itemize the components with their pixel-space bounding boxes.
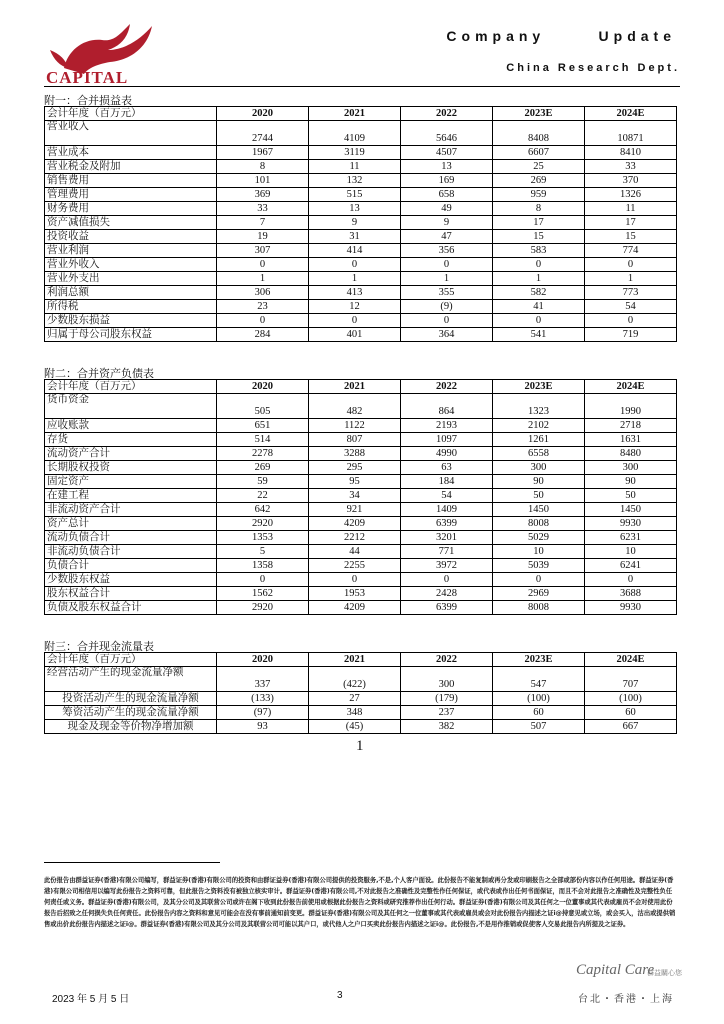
cell-value: 414 xyxy=(309,244,401,258)
cell-value: 44 xyxy=(309,545,401,559)
cell-value: 5646 xyxy=(401,121,493,146)
row-label: 投资活动产生的现金流量净额 xyxy=(45,692,217,706)
year-header: 2020 xyxy=(217,107,309,121)
table-row xyxy=(45,559,677,573)
cell-value: 6231 xyxy=(585,531,677,545)
row-label: 资产总计 xyxy=(45,517,217,531)
cell-value: 0 xyxy=(585,314,677,328)
cell-value: 60 xyxy=(585,706,677,720)
page-number: 3 xyxy=(337,990,343,1001)
cell-value: 507 xyxy=(493,720,585,734)
cell-value: 47 xyxy=(401,230,493,244)
cell-value: 773 xyxy=(585,286,677,300)
table-row xyxy=(45,503,677,517)
table-row xyxy=(45,216,677,230)
income-table xyxy=(44,106,677,342)
row-label: 资产减值损失 xyxy=(45,216,217,230)
table-row xyxy=(45,573,677,587)
cell-value: 771 xyxy=(401,545,493,559)
cell-value: 8410 xyxy=(585,146,677,160)
row-label: 固定资产 xyxy=(45,475,217,489)
cell-value: 9 xyxy=(401,216,493,230)
cell-value: 0 xyxy=(401,314,493,328)
brand-name: Capital Care xyxy=(576,962,655,978)
year-header: 2021 xyxy=(309,380,401,394)
cell-value: 2428 xyxy=(401,587,493,601)
cell-value: 1122 xyxy=(309,419,401,433)
table-row xyxy=(45,419,677,433)
cell-value: 7 xyxy=(217,216,309,230)
cell-value: 1 xyxy=(493,272,585,286)
cell-value: 2255 xyxy=(309,559,401,573)
cell-value: 237 xyxy=(401,706,493,720)
row-label: 投资收益 xyxy=(45,230,217,244)
cell-value: 269 xyxy=(493,174,585,188)
table-row xyxy=(45,230,677,244)
cell-value: (100) xyxy=(493,692,585,706)
cell-value: 4209 xyxy=(309,517,401,531)
cell-value: (422) xyxy=(309,667,401,692)
table-row xyxy=(45,202,677,216)
table-row xyxy=(45,692,677,706)
cell-value: 17 xyxy=(493,216,585,230)
cell-value: 60 xyxy=(493,706,585,720)
cell-value: 15 xyxy=(585,230,677,244)
cell-value: 0 xyxy=(309,314,401,328)
row-label: 在建工程 xyxy=(45,489,217,503)
cell-value: 337 xyxy=(217,667,309,692)
cell-value: 864 xyxy=(401,394,493,419)
row-label: 营业收入 xyxy=(45,121,217,146)
brand-subtitle: 群益關心您 xyxy=(647,969,682,977)
logo-text: CAPITAL xyxy=(46,68,129,87)
table-header-row xyxy=(45,653,677,667)
cell-value: 582 xyxy=(493,286,585,300)
cell-value: 269 xyxy=(217,461,309,475)
cell-value: 515 xyxy=(309,188,401,202)
cell-value: 25 xyxy=(493,160,585,174)
disclaimer-text: 此份报告由群益证券(香港)有限公司编写，群益证券(香港)有限公司的投资和由群证益券(香港)有限公司提供的投资服务,不是,个人客户面设。此份报告不能复制或再分发或印刷报告之全部或部份内容以作任何用途。群益证券(香港)有限公司相信用以编写此份报告之资料可靠，但此报告之资料没有被独立核实审计。群益证券(香港)有限公司,不对此报告之准确性及完整性作任何保证，或代表或作出任何书面保证，而且不会对此报告之准确性及完整性负任何责任或义务。群益证券(香港)有限公司，及其分公司及其联营公司或许在阁下收到此份报告前使用或根据此份报告之资料或研究推荐作出任何行动。群益证券(香港)有限公司及其任何之一位董事或其代表或雇员不会对使用此份报告后招致之任何损失负任何责任。此份报告内容之资料和意见可能会在没有事前通知前变更。群益证券(香港)有限公司及其任何之一位董事或其代表或雇员或会对此份报告内描述之证i@持意见或立场，或会买入，沽出或提供销售或出价此份报告内描述之证i@。群益证券(香港)有限公司及其分公司及其联营公司可能以其户口，或代他人之户口买卖此份报告内描述之证i@。此份报告,不是用作推销或促使客人交易此报告内所提及之证券。 xyxy=(44,877,676,928)
cell-value: 2718 xyxy=(585,419,677,433)
cell-value: 101 xyxy=(217,174,309,188)
row-label: 利润总额 xyxy=(45,286,217,300)
table-row xyxy=(45,706,677,720)
cell-value: 1990 xyxy=(585,394,677,419)
row-label: 负债及股东权益合计 xyxy=(45,601,217,615)
row-label: 少数股东权益 xyxy=(45,573,217,587)
cell-value: 10871 xyxy=(585,121,677,146)
cell-value: 17 xyxy=(585,216,677,230)
cell-value: 0 xyxy=(309,573,401,587)
cell-value: 54 xyxy=(401,489,493,503)
year-header: 2024E xyxy=(585,653,677,667)
header-label: 会计年度（百万元） xyxy=(45,653,217,667)
cell-value: 3972 xyxy=(401,559,493,573)
cell-value: 8408 xyxy=(493,121,585,146)
cell-value: 356 xyxy=(401,244,493,258)
cell-value: 4209 xyxy=(309,601,401,615)
row-label: 非流动资产合计 xyxy=(45,503,217,517)
cell-value: 6558 xyxy=(493,447,585,461)
cell-value: 8008 xyxy=(493,517,585,531)
table-row xyxy=(45,314,677,328)
cell-value: 0 xyxy=(585,258,677,272)
cell-value: 658 xyxy=(401,188,493,202)
cell-value: 9930 xyxy=(585,601,677,615)
cell-value: 0 xyxy=(401,258,493,272)
table-row xyxy=(45,188,677,202)
cell-value: 1097 xyxy=(401,433,493,447)
cell-value: 8 xyxy=(217,160,309,174)
cell-value: 6399 xyxy=(401,601,493,615)
table-row xyxy=(45,531,677,545)
cell-value: 13 xyxy=(401,160,493,174)
cell-value: 4109 xyxy=(309,121,401,146)
cell-value: 355 xyxy=(401,286,493,300)
year-header: 2022 xyxy=(401,107,493,121)
row-label: 管理费用 xyxy=(45,188,217,202)
cell-value: 0 xyxy=(309,258,401,272)
cell-value: 13 xyxy=(309,202,401,216)
cell-value: 0 xyxy=(217,258,309,272)
table-row xyxy=(45,174,677,188)
table-row xyxy=(45,433,677,447)
row-label: 流动负债合计 xyxy=(45,531,217,545)
cell-value: 23 xyxy=(217,300,309,314)
cell-value: 401 xyxy=(309,328,401,342)
cell-value: 921 xyxy=(309,503,401,517)
footnote-divider xyxy=(44,862,220,863)
row-label: 货币资金 xyxy=(45,394,217,419)
row-label: 营业外支出 xyxy=(45,272,217,286)
table-row xyxy=(45,587,677,601)
cell-value: 9 xyxy=(309,216,401,230)
row-label: 负债合计 xyxy=(45,559,217,573)
cell-value: 642 xyxy=(217,503,309,517)
cell-value: 4990 xyxy=(401,447,493,461)
cell-value: 5029 xyxy=(493,531,585,545)
cell-value: 1967 xyxy=(217,146,309,160)
cell-value: 5039 xyxy=(493,559,585,573)
cell-value: 11 xyxy=(309,160,401,174)
table-row xyxy=(45,720,677,734)
cell-value: 0 xyxy=(493,258,585,272)
cell-value: 90 xyxy=(493,475,585,489)
table-row xyxy=(45,601,677,615)
cell-value: 5 xyxy=(217,545,309,559)
cell-value: 8008 xyxy=(493,601,585,615)
cell-value: 482 xyxy=(309,394,401,419)
report-date: 2023 年 5 月 5 日 xyxy=(52,994,130,1005)
cell-value: 1 xyxy=(585,272,677,286)
cell-value: 295 xyxy=(309,461,401,475)
header-label: 会计年度（百万元） xyxy=(45,107,217,121)
cell-value: 2212 xyxy=(309,531,401,545)
row-label: 财务费用 xyxy=(45,202,217,216)
cell-value: 2920 xyxy=(217,601,309,615)
row-label: 流动资产合计 xyxy=(45,447,217,461)
cell-value: 8480 xyxy=(585,447,677,461)
cell-value: 1261 xyxy=(493,433,585,447)
cell-value: 306 xyxy=(217,286,309,300)
cell-value: 1 xyxy=(309,272,401,286)
cell-value: 2744 xyxy=(217,121,309,146)
cell-value: 184 xyxy=(401,475,493,489)
cell-value: 505 xyxy=(217,394,309,419)
cell-value: 1409 xyxy=(401,503,493,517)
year-header: 2022 xyxy=(401,380,493,394)
year-header: 2023E xyxy=(493,107,585,121)
income-table-title: 附一：合并损益表 xyxy=(44,95,132,107)
table-row xyxy=(45,286,677,300)
cell-value: 2278 xyxy=(217,447,309,461)
center-page-marker: 1 xyxy=(356,738,364,754)
row-label: 股东权益合计 xyxy=(45,587,217,601)
cell-value: 651 xyxy=(217,419,309,433)
header-label: 会计年度（百万元） xyxy=(45,380,217,394)
cell-value: 10 xyxy=(493,545,585,559)
cell-value: 707 xyxy=(585,667,677,692)
cell-value: 1953 xyxy=(309,587,401,601)
cell-value: 9930 xyxy=(585,517,677,531)
office-cities: 台北・香港・上海 xyxy=(578,994,674,1005)
cell-value: 382 xyxy=(401,720,493,734)
table-row xyxy=(45,300,677,314)
row-label: 存货 xyxy=(45,433,217,447)
cell-value: (9) xyxy=(401,300,493,314)
cell-value: 1631 xyxy=(585,433,677,447)
cell-value: 169 xyxy=(401,174,493,188)
cell-value: 1 xyxy=(217,272,309,286)
row-label: 营业税金及附加 xyxy=(45,160,217,174)
year-header: 2024E xyxy=(585,380,677,394)
cell-value: 8 xyxy=(493,202,585,216)
table-row xyxy=(45,121,677,146)
cell-value: 59 xyxy=(217,475,309,489)
table-row xyxy=(45,394,677,419)
cell-value: 11 xyxy=(585,202,677,216)
cell-value: 667 xyxy=(585,720,677,734)
year-header: 2023E xyxy=(493,380,585,394)
cell-value: 49 xyxy=(401,202,493,216)
cell-value: 1326 xyxy=(585,188,677,202)
cell-value: 541 xyxy=(493,328,585,342)
cell-value: 807 xyxy=(309,433,401,447)
cell-value: 0 xyxy=(401,573,493,587)
table-row xyxy=(45,328,677,342)
table-row xyxy=(45,545,677,559)
cell-value: 6241 xyxy=(585,559,677,573)
cell-value: 774 xyxy=(585,244,677,258)
cashflow-table-title: 附三：合并现金流量表 xyxy=(44,641,154,653)
cell-value: 34 xyxy=(309,489,401,503)
year-header: 2022 xyxy=(401,653,493,667)
cell-value: 6607 xyxy=(493,146,585,160)
cell-value: 6399 xyxy=(401,517,493,531)
row-label: 少数股东损益 xyxy=(45,314,217,328)
row-label: 营业成本 xyxy=(45,146,217,160)
cell-value: 0 xyxy=(217,573,309,587)
cell-value: 33 xyxy=(585,160,677,174)
year-header: 2024E xyxy=(585,107,677,121)
cell-value: 364 xyxy=(401,328,493,342)
row-label: 长期股权投资 xyxy=(45,461,217,475)
table-row xyxy=(45,489,677,503)
cell-value: 1358 xyxy=(217,559,309,573)
cell-value: 3119 xyxy=(309,146,401,160)
cell-value: 1450 xyxy=(493,503,585,517)
table-row xyxy=(45,160,677,174)
cell-value: 15 xyxy=(493,230,585,244)
row-label: 所得税 xyxy=(45,300,217,314)
table-header-row xyxy=(45,107,677,121)
cell-value: 95 xyxy=(309,475,401,489)
cell-value: 1 xyxy=(401,272,493,286)
cell-value: (97) xyxy=(217,706,309,720)
row-label: 现金及现金等价物净增加额 xyxy=(45,720,217,734)
table-row xyxy=(45,244,677,258)
cell-value: 50 xyxy=(493,489,585,503)
table-row xyxy=(45,258,677,272)
table-row xyxy=(45,146,677,160)
cell-value: 307 xyxy=(217,244,309,258)
cell-value: 547 xyxy=(493,667,585,692)
cell-value: 300 xyxy=(585,461,677,475)
cell-value: 284 xyxy=(217,328,309,342)
cell-value: (100) xyxy=(585,692,677,706)
cell-value: 0 xyxy=(217,314,309,328)
cell-value: 54 xyxy=(585,300,677,314)
cashflow-table xyxy=(44,652,677,734)
cell-value: 348 xyxy=(309,706,401,720)
cell-value: (133) xyxy=(217,692,309,706)
header-title: Company Update xyxy=(446,28,676,44)
cell-value: 50 xyxy=(585,489,677,503)
cell-value: 514 xyxy=(217,433,309,447)
cell-value: 27 xyxy=(309,692,401,706)
cell-value: 2102 xyxy=(493,419,585,433)
cell-value: 63 xyxy=(401,461,493,475)
cell-value: 413 xyxy=(309,286,401,300)
cell-value: 41 xyxy=(493,300,585,314)
year-header: 2020 xyxy=(217,380,309,394)
cell-value: 3201 xyxy=(401,531,493,545)
cell-value: 0 xyxy=(493,314,585,328)
cell-value: 22 xyxy=(217,489,309,503)
cell-value: 369 xyxy=(217,188,309,202)
cell-value: 2969 xyxy=(493,587,585,601)
cell-value: 19 xyxy=(217,230,309,244)
cell-value: (45) xyxy=(309,720,401,734)
cell-value: 33 xyxy=(217,202,309,216)
cell-value: 12 xyxy=(309,300,401,314)
header-divider xyxy=(44,86,680,87)
table-row xyxy=(45,272,677,286)
balance-table xyxy=(44,379,677,615)
cell-value: 3288 xyxy=(309,447,401,461)
row-label: 销售费用 xyxy=(45,174,217,188)
cell-value: 959 xyxy=(493,188,585,202)
cell-value: (179) xyxy=(401,692,493,706)
cell-value: 132 xyxy=(309,174,401,188)
cell-value: 0 xyxy=(493,573,585,587)
balance-table-title: 附二：合并资产负债表 xyxy=(44,368,154,380)
cell-value: 719 xyxy=(585,328,677,342)
row-label: 非流动负债合计 xyxy=(45,545,217,559)
cell-value: 1323 xyxy=(493,394,585,419)
cell-value: 1450 xyxy=(585,503,677,517)
cell-value: 300 xyxy=(401,667,493,692)
row-label: 归属于母公司股东权益 xyxy=(45,328,217,342)
year-header: 2021 xyxy=(309,653,401,667)
cell-value: 31 xyxy=(309,230,401,244)
table-row xyxy=(45,517,677,531)
table-header-row xyxy=(45,380,677,394)
table-row xyxy=(45,475,677,489)
cell-value: 2920 xyxy=(217,517,309,531)
cell-value: 3688 xyxy=(585,587,677,601)
cell-value: 1562 xyxy=(217,587,309,601)
row-label: 筹资活动产生的现金流量净额 xyxy=(45,706,217,720)
cell-value: 90 xyxy=(585,475,677,489)
table-row xyxy=(45,461,677,475)
table-row xyxy=(45,667,677,692)
row-label: 营业外收入 xyxy=(45,258,217,272)
cell-value: 583 xyxy=(493,244,585,258)
header-subtitle: China Research Dept. xyxy=(506,62,680,74)
cell-value: 4507 xyxy=(401,146,493,160)
cell-value: 93 xyxy=(217,720,309,734)
cell-value: 0 xyxy=(585,573,677,587)
cell-value: 370 xyxy=(585,174,677,188)
year-header: 2021 xyxy=(309,107,401,121)
row-label: 应收账款 xyxy=(45,419,217,433)
cell-value: 10 xyxy=(585,545,677,559)
row-label: 经营活动产生的现金流量净额 xyxy=(45,667,217,692)
cell-value: 2193 xyxy=(401,419,493,433)
cell-value: 1353 xyxy=(217,531,309,545)
year-header: 2020 xyxy=(217,653,309,667)
row-label: 营业利润 xyxy=(45,244,217,258)
cell-value: 300 xyxy=(493,461,585,475)
table-row xyxy=(45,447,677,461)
year-header: 2023E xyxy=(493,653,585,667)
